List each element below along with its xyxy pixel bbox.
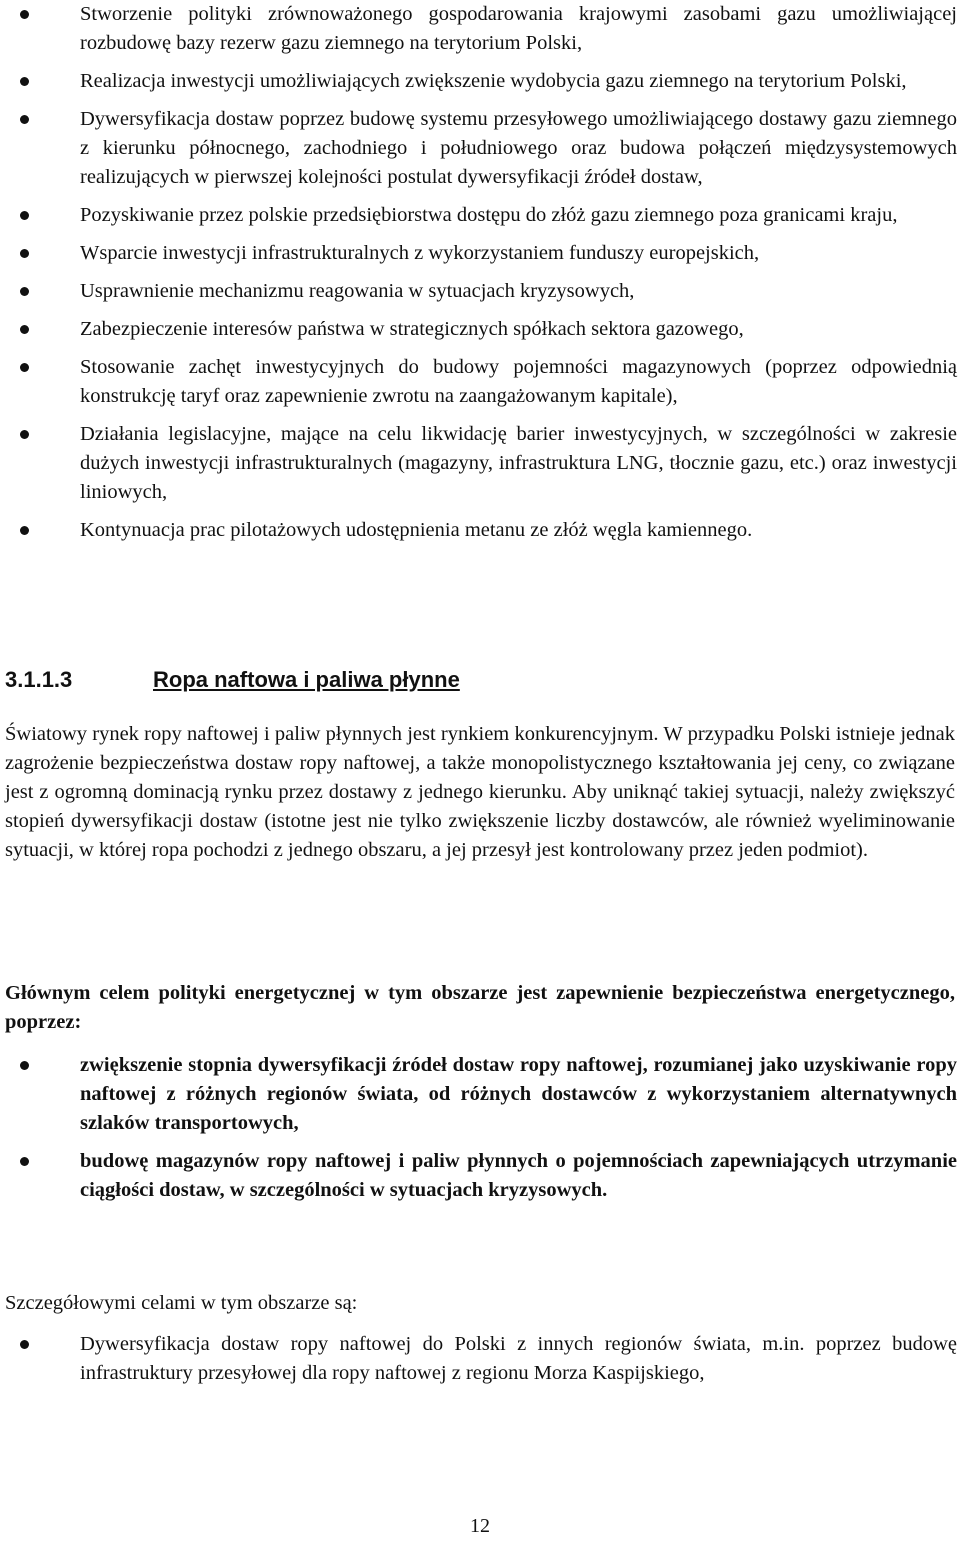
list-item: Wsparcie inwestycji infrastrukturalnych z wykorzystaniem funduszy europejskich,	[0, 239, 960, 268]
list-item: Realizacja inwestycji umożliwiających zwiększenie wydobycia gazu ziemnego na terytorium Polski,	[0, 67, 960, 96]
list-item: Stosowanie zachęt inwestycyjnych do budowy pojemności magazynowych (poprzez odpowiednią konstrukcję taryf oraz zapewnienie zwrotu na zaangażowanym kapitale),	[0, 353, 960, 411]
section-number: 3.1.1.3	[5, 667, 73, 692]
list-item: Kontynuacja prac pilotażowych udostępnienia metanu ze złóż węgla kamiennego.	[0, 516, 960, 545]
goal-list	[0, 1051, 960, 1214]
list-item: Działania legislacyjne, mające na celu likwidację barier inwestycyjnych, w szczególności w zakresie dużych inwestycji infrastrukturalnych (magazyny, infrastruktura LNG, tłocznie gazu, etc.) oraz inwestycji liniowych,	[0, 420, 960, 507]
list-item: Dywersyfikacja dostaw poprzez budowę systemu przesyłowego umożliwiającego dostawy gazu ziemnego z kierunku północnego, zachodniego i południowego oraz budowa połączeń międzysystemowych realizujących w pierwszej kolejności postulat dywersyfikacji źródeł dostaw,	[0, 105, 960, 192]
list-item: Pozyskiwanie przez polskie przedsiębiorstwa dostępu do złóż gazu ziemnego poza granicami kraju,	[0, 201, 960, 230]
details-list	[0, 1330, 960, 1388]
intro-paragraph: Światowy rynek ropy naftowej i paliw płynnych jest rynkiem konkurencyjnym. W przypadku Polski istnieje jednak zagrożenie bezpieczeństwa dostaw ropy naftowej, a także monopolistycznego kształtowania jej ceny, co związane jest z ogromną dominacją rynku przez dostawy z jednego kierunku. Aby uniknąć takiej sytuacji, należy zwiększyć stopień dywersyfikacji dostaw (istotne jest nie tylko zwiększenie liczby dostawców, ale również wyeliminowanie sytuacji, w której ropa pochodzi z jednego obszaru, a jej przesył jest kontrolowany przez jeden podmiot).	[5, 723, 955, 861]
list-item: Stworzenie polityki zrównoważonego gospodarowania krajowymi zasobami gazu umożliwiającej rozbudowę bazy rezerw gazu ziemnego na terytorium Polski,	[0, 0, 960, 58]
section-heading	[5, 665, 460, 695]
details-paragraph: Szczegółowymi celami w tym obszarze są:	[5, 1292, 358, 1314]
list-item: Usprawnienie mechanizmu reagowania w sytuacjach kryzysowych,	[0, 277, 960, 306]
gas-objectives-list	[0, 0, 960, 554]
list-item: budowę magazynów ropy naftowej i paliw płynnych o pojemnościach zapewniających utrzymanie ciągłości dostaw, w szczególności w sytuacjach kryzysowych.	[0, 1147, 960, 1205]
list-item: zwiększenie stopnia dywersyfikacji źródeł dostaw ropy naftowej, rozumianej jako uzyskiwanie ropy naftowej z różnych regionów świata, od różnych dostawców z wykorzystaniem alternatywnych szlaków transportowych,	[0, 1051, 960, 1138]
page-number: 12	[470, 1515, 490, 1537]
list-item: Dywersyfikacja dostaw ropy naftowej do Polski z innych regionów świata, m.in. poprzez budowę infrastruktury przesyłowej dla ropy naftowej z regionu Morza Kaspijskiego,	[0, 1330, 960, 1388]
goal-paragraph: Głównym celem polityki energetycznej w tym obszarze jest zapewnienie bezpieczeństwa energetycznego, poprzez:	[5, 982, 955, 1033]
section-title: Ropa naftowa i paliwa płynne	[153, 667, 460, 692]
list-item: Zabezpieczenie interesów państwa w strategicznych spółkach sektora gazowego,	[0, 315, 960, 344]
